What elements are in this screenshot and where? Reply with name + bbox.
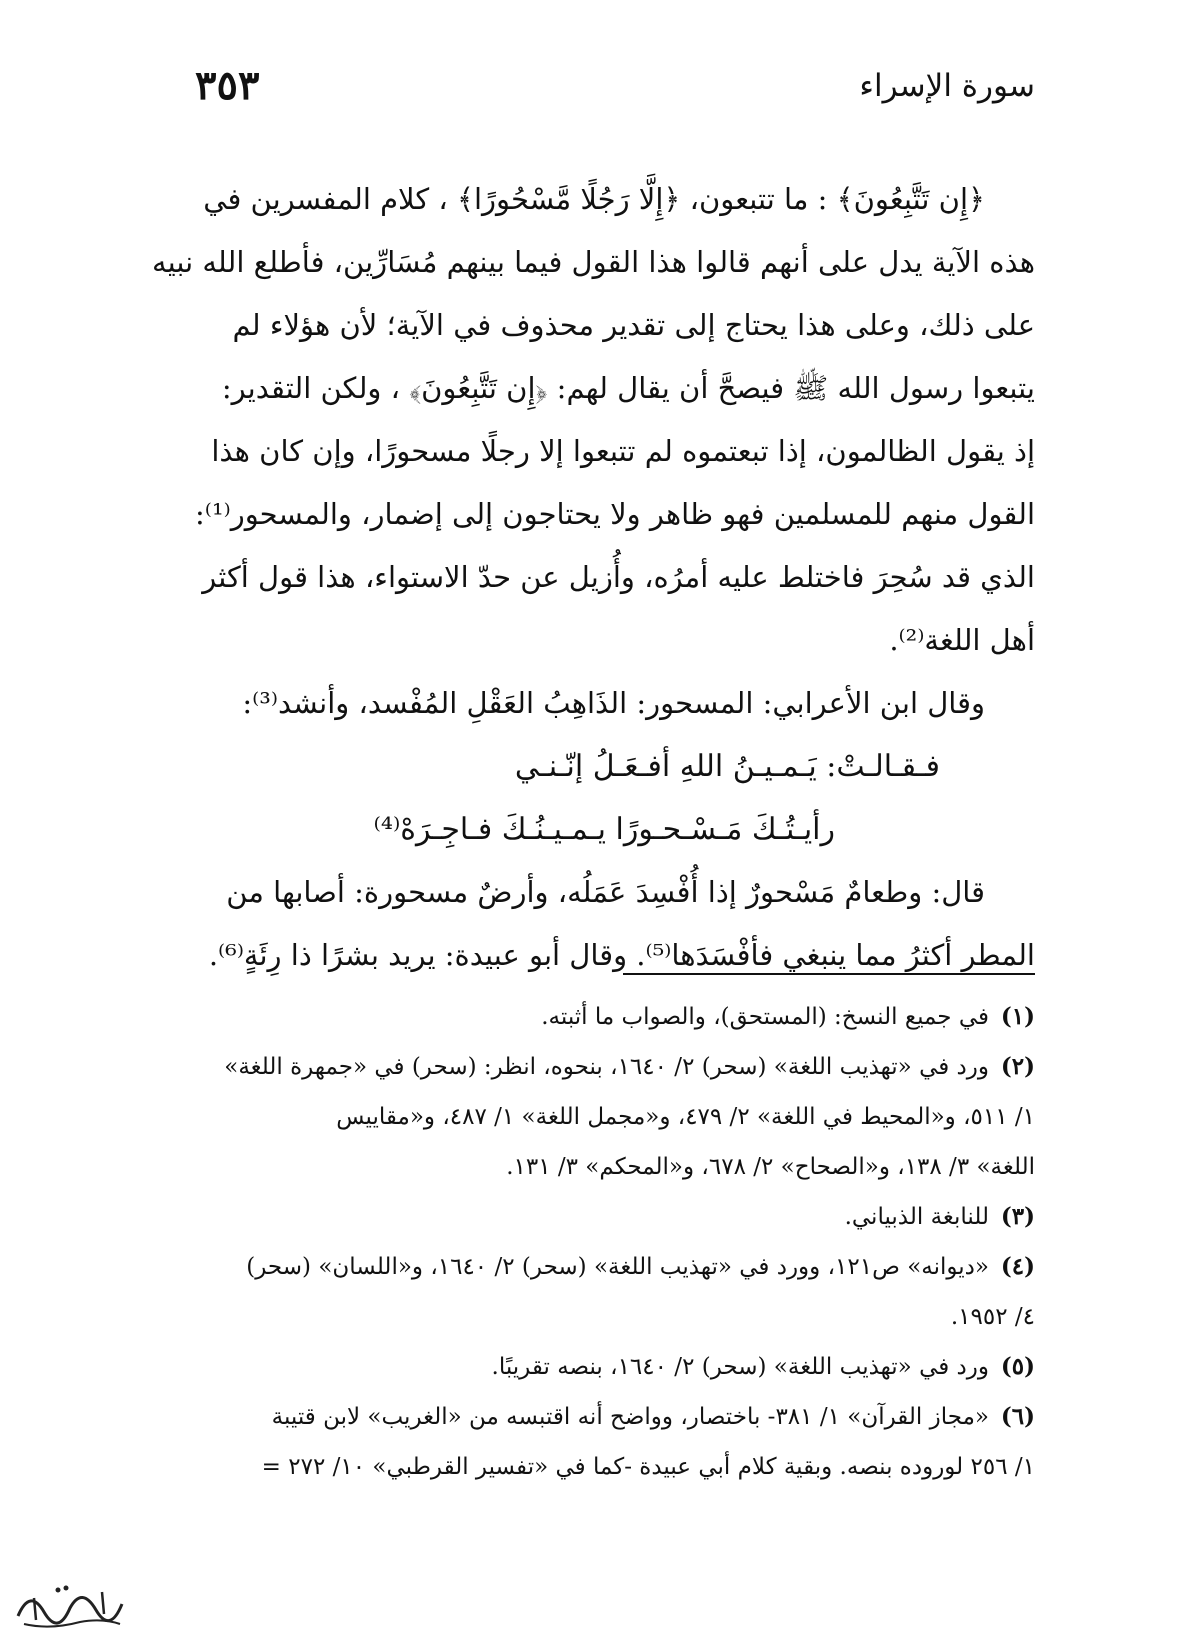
footnotes (130, 992, 1035, 1492)
footnote-number: (٢) (1000, 1053, 1035, 1080)
text-line: قال: وطعامٌ مَسْحورٌ إذا أُفْسِدَ عَمَلُه، وأرضٌ مسحورة: أصابها من (226, 875, 985, 909)
footnote (130, 1342, 1035, 1392)
footnote (130, 1242, 1035, 1292)
footnote-separator (623, 973, 1035, 975)
footnote-number: (٦) (1000, 1403, 1035, 1430)
footnote-text: للنابغة الذبياني. (844, 1204, 989, 1230)
footnote-number: (١) (1000, 1003, 1035, 1030)
main-text (130, 168, 1035, 987)
footnote-continuation: ٤/ ١٩٥٢. (950, 1304, 1035, 1330)
text-line: الذي قد سُحِرَ فاختلط عليه أمرُه، وأُزيل عن حدّ الاستواء، هذا قول أكثر (202, 560, 1035, 594)
text-line: وقال ابن الأعرابي: المسحور: الذَاهِبُ العَقْلِ المُفْسد، وأنشد⁽³⁾: (242, 686, 985, 720)
footnote-continuation: ١/ ٢٥٦ لوروده بنصه. وبقية كلام أبي عبيدة -كما في «تفسير القرطبي» ١٠/ ٢٧٢ = (261, 1454, 1035, 1480)
text-line: المطر أكثرُ مما ينبغي فأفْسَدَها⁽⁵⁾. وقال أبو عبيدة: يريد بشرًا ذا رِئَةٍ⁽⁶⁾. (208, 938, 1035, 972)
footnote-text: «مجاز القرآن» ١/ ٣٨١- باختصار، وواضح أنه اقتبسه من «الغريب» لابن قتيبة (271, 1404, 989, 1430)
poetry-verse-line: رأيـتُـكَ مَـسْـحـورًا يـمـيـنُـكَ فـاجِـرَهْ⁽⁴⁾ (373, 812, 835, 847)
footnote (130, 1392, 1035, 1442)
surah-title: سورة الإسراء (859, 68, 1035, 104)
footnote-text: «ديوانه» ص١٢١، وورد في «تهذيب اللغة» (سحر) ٢/ ١٦٤٠، و«اللسان» (سحر) (246, 1254, 989, 1280)
text-line: على ذلك، وعلى هذا يحتاج إلى تقدير محذوف في الآية؛ لأن هؤلاء لم (232, 308, 1035, 342)
footnote-text: ورد في «تهذيب اللغة» (سحر) ٢/ ١٦٤٠، بنصه تقريبًا. (491, 1354, 989, 1380)
footnote-number: (٣) (1000, 1203, 1035, 1230)
text-line: أهل اللغة⁽²⁾. (889, 623, 1035, 657)
footnote-continuation: ١/ ٥١١، و«المحيط في اللغة» ٢/ ٤٧٩، و«مجمل اللغة» ١/ ٤٨٧، و«مقاييس (336, 1104, 1035, 1130)
footnote (130, 1192, 1035, 1242)
footnote (130, 1042, 1035, 1092)
footnote-number: (٥) (1000, 1353, 1035, 1380)
page-header (195, 62, 1035, 122)
page-number: ٣٥٣ (195, 62, 260, 109)
library-stamp-logo (10, 1568, 130, 1638)
poetry-verse-line: فـقـالـتْ: يَـمـيـنُ اللهِ أفـعَـلُ إنّـنـي (514, 749, 940, 784)
text-line: ﴿إِن تَتَّبِعُونَ﴾ : ما تتبعون، ﴿إِلَّا رَجُلًا مَّسْحُورًا﴾ ، كلام المفسرين في (203, 182, 985, 216)
footnote-text: ورد في «تهذيب اللغة» (سحر) ٢/ ١٦٤٠، بنحوه، انظر: (سحر) في «جمهرة اللغة» (224, 1054, 989, 1080)
text-line: هذه الآية يدل على أنهم قالوا هذا القول فيما بينهم مُسَارِّين، فأطلع الله نبيه (152, 245, 1035, 279)
text-line: القول منهم للمسلمين فهو ظاهر ولا يحتاجون إلى إضمار، والمسحور⁽¹⁾: (195, 497, 1035, 531)
footnote-number: (٤) (1000, 1253, 1035, 1280)
footnote (130, 992, 1035, 1042)
footnote-continuation: اللغة» ٣/ ١٣٨، و«الصحاح» ٢/ ٦٧٨، و«المحكم» ٣/ ١٣١. (506, 1154, 1035, 1180)
footnote-text: في جميع النسخ: (المستحق)، والصواب ما أثبته. (541, 1004, 989, 1030)
text-line: إذ يقول الظالمون، إذا تبعتموه لم تتبعوا إلا رجلًا مسحورًا، وإن كان هذا (211, 434, 1035, 468)
text-line: يتبعوا رسول الله ﷺ فيصحَّ أن يقال لهم: ﴿إِن تَتَّبِعُونَ﴾ ، ولكن التقدير: (221, 371, 1035, 405)
